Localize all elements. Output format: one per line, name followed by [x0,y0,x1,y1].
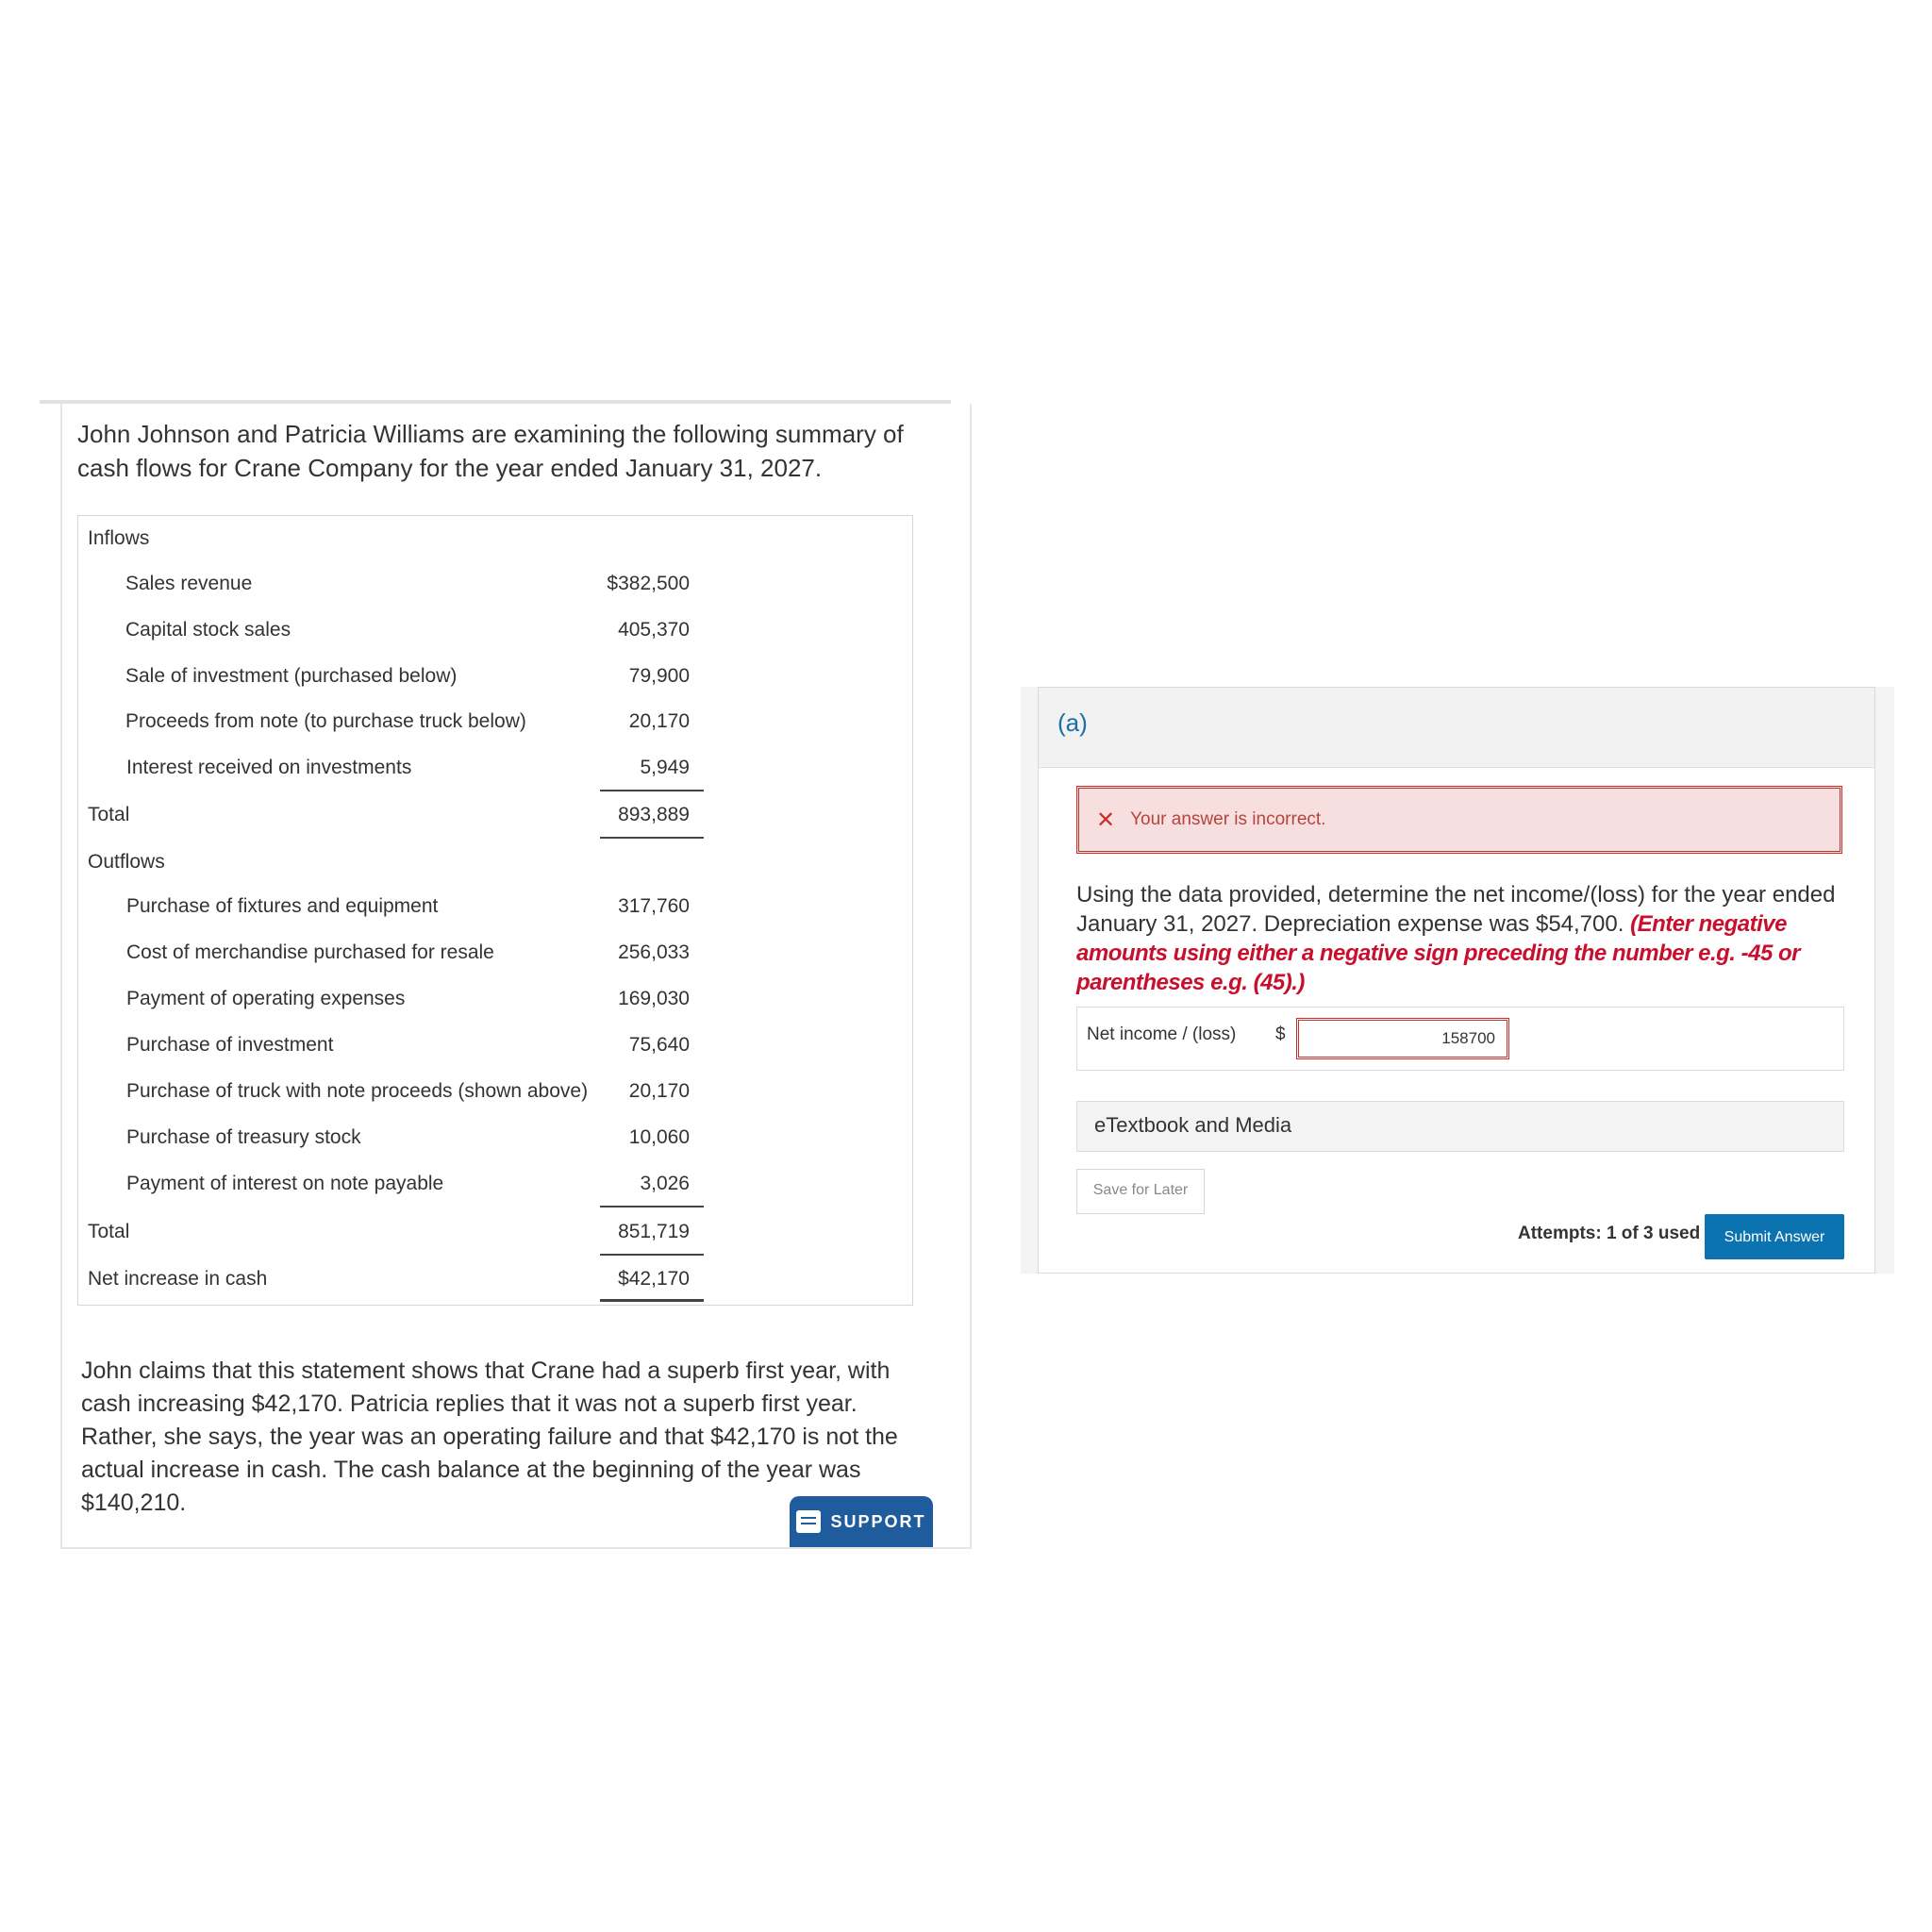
inflows-heading: Inflows [88,527,150,549]
row-amount: 169,030 [618,988,690,1009]
row-label: Purchase of treasury stock [126,1126,361,1148]
row-label: Purchase of truck with note proceeds (shown above) [126,1080,589,1102]
row-label: Interest received on investments [126,757,412,778]
row-label: Proceeds from note (to purchase truck below) [125,710,526,732]
row-label: Total [88,1221,130,1242]
etextbook-and-media[interactable]: eTextbook and Media [1076,1101,1844,1152]
question-body: Using the data provided, determine the net income/(loss) for the year ended January 31, 2027. Depreciation expense was $54,700. [1076,882,1836,937]
row-label: Cost of merchandise purchased for resale [126,941,494,963]
problem-claim: John claims that this statement shows that Crane had a superb first year, with cash increasing $42,170. Patricia replies that it was not a superb first year. Rather, she says, the year was an operating failure and that $42,170 is not the actual increase in cash. The cash balance at the beginning of the year was $140,210. [81,1357,898,1516]
row-amount: 405,370 [618,619,690,641]
question-card [1038,687,1875,1274]
subtotal-rule [600,790,704,791]
question-hint: (Enter negative amounts using either a negative sign preceding the number e.g. -45 or parentheses e.g. (45).) [1076,911,1800,995]
outflows-heading-row [78,851,912,889]
row-amount: 256,033 [618,941,690,963]
net-increase-row [78,1268,912,1306]
row-amount: 79,900 [628,665,690,687]
attempts-counter: Attempts: 1 of 3 used [1518,1224,1701,1243]
table-row [78,665,912,703]
answer-label: Net income / (loss) [1087,1024,1237,1044]
row-amount: 3,026 [640,1173,690,1194]
total-rule [600,1254,704,1256]
table-row [78,988,912,1025]
table-row [78,1126,912,1164]
outflows-total-row [78,1221,912,1258]
problem-panel [40,400,951,1553]
row-label: Purchase of fixtures and equipment [126,895,439,917]
question-panel [1021,687,1894,1274]
inflows-heading-row [78,527,912,565]
row-amount: $42,170 [618,1268,690,1290]
table-row [78,619,912,657]
row-label: Payment of interest on note payable [126,1173,444,1194]
question-header [1039,688,1874,768]
table-row [78,941,912,979]
row-label: Payment of operating expenses [126,988,406,1009]
row-amount: 851,719 [618,1221,690,1242]
subtotal-rule [600,1206,704,1208]
row-label: Total [88,804,130,825]
row-amount: $382,500 [607,573,690,594]
problem-intro: John Johnson and Patricia Williams are examining the following summary of cash flows for Crane Company for the year ended January 31, 2027. [77,420,904,482]
net-income-input[interactable] [1296,1018,1509,1059]
row-amount: 317,760 [618,895,690,917]
double-rule [600,1299,704,1302]
question-text [1076,880,1869,997]
table-row [78,573,912,610]
cash-flow-table [77,515,913,1306]
row-label: Sale of investment (purchased below) [125,665,458,687]
row-amount: 20,170 [628,1080,690,1102]
table-row [78,895,912,933]
row-amount: 10,060 [628,1126,690,1148]
row-amount: 893,889 [618,804,690,825]
chat-icon [796,1510,821,1533]
row-label: Capital stock sales [125,619,291,641]
row-label: Sales revenue [125,573,253,594]
support-label: SUPPORT [830,1511,926,1531]
table-row [78,1034,912,1072]
outflows-heading: Outflows [88,851,165,873]
table-row [78,757,912,794]
table-row [78,710,912,748]
error-message: Your answer is incorrect. [1130,809,1326,829]
row-label: Purchase of investment [126,1034,334,1056]
row-amount: 5,949 [640,757,690,778]
table-row [78,1080,912,1118]
inflows-total-row [78,804,912,841]
row-label: Net increase in cash [88,1268,268,1290]
support-button[interactable] [790,1496,933,1547]
error-banner [1076,786,1842,854]
close-icon: ✕ [1096,807,1116,833]
part-label: (a) [1058,708,1088,737]
currency-symbol: $ [1275,1024,1286,1044]
row-amount: 20,170 [628,710,690,732]
total-rule [600,837,704,839]
table-row [78,1173,912,1210]
save-for-later-button[interactable]: Save for Later [1076,1169,1205,1214]
submit-answer-button[interactable]: Submit Answer [1705,1214,1844,1259]
answer-row [1076,1007,1844,1071]
row-amount: 75,640 [628,1034,690,1056]
